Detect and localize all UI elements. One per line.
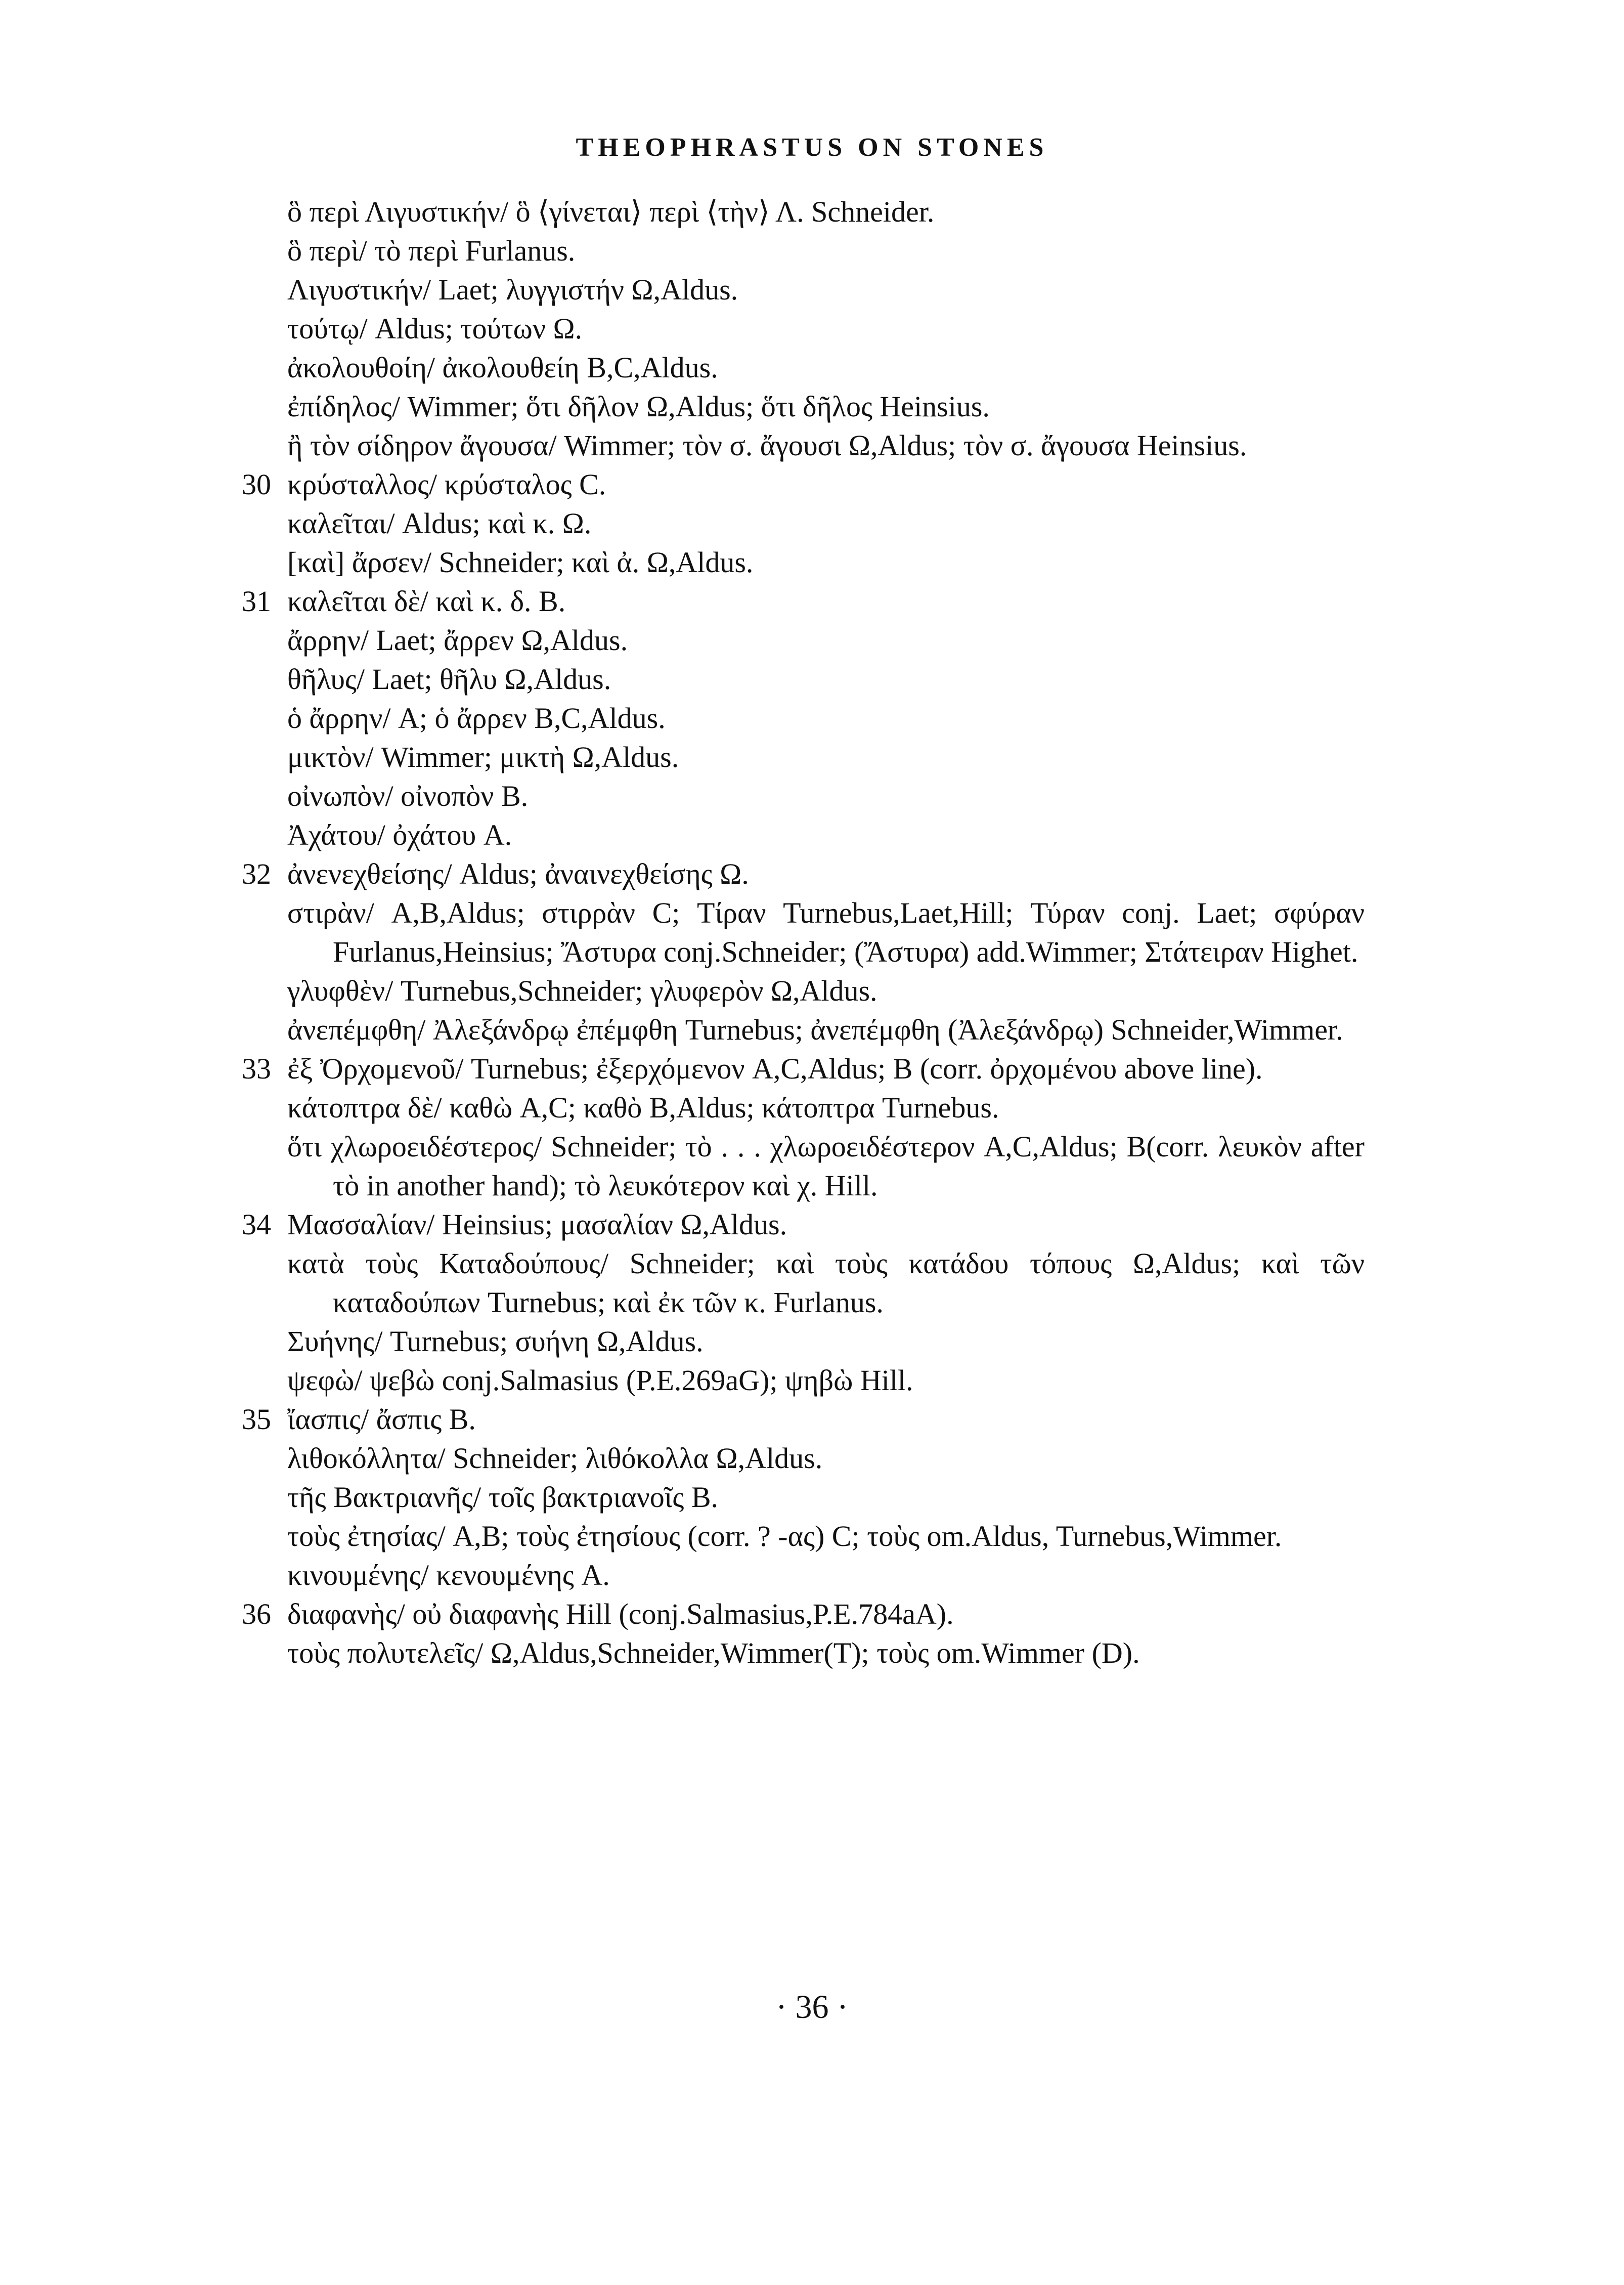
apparatus-note: τούτῳ/ Aldus; τούτων Ω. <box>287 312 583 345</box>
apparatus-note: γλυφθὲν/ Turnebus,Schneider; γλυφερὸν Ω,Aldus. <box>287 974 877 1007</box>
apparatus-entry <box>287 777 1365 815</box>
apparatus-entry <box>242 582 1365 621</box>
apparatus-entry <box>287 1361 1365 1400</box>
apparatus-entry <box>287 893 1365 971</box>
apparatus-entry <box>242 1049 1365 1088</box>
apparatus-note: ἐπίδηλος/ Wimmer; ὅτι δῆλον Ω,Aldus; ὅτι δῆλος Heinsius. <box>287 390 990 423</box>
apparatus-note: ὃ περὶ Λιγυστικήν/ ὃ ⟨γίνεται⟩ περὶ ⟨τὴν⟩ Λ. Schneider. <box>287 195 935 228</box>
apparatus-entry <box>287 1322 1365 1361</box>
apparatus-entry <box>287 348 1365 387</box>
apparatus-note: ἢ τὸν σίδηρον ἄγουσα/ Wimmer; τὸν σ. ἄγουσι Ω,Aldus; τὸν σ. ἄγουσα Heinsius. <box>287 429 1247 462</box>
apparatus-entry <box>287 738 1365 777</box>
apparatus-entry <box>242 854 1365 893</box>
apparatus-note: ψεφὼ/ ψεβὼ conj.Salmasius (P.E.269aG); ψηβὼ Hill. <box>287 1364 913 1397</box>
apparatus-entry <box>287 1439 1365 1478</box>
apparatus-entry <box>287 971 1365 1010</box>
section-number: 32 <box>242 857 271 890</box>
apparatus-note: καλεῖται/ Aldus; καὶ κ. Ω. <box>287 507 592 540</box>
section-number: 30 <box>242 468 271 501</box>
apparatus-note: κάτοπτρα δὲ/ καθὼ A,C; καθὸ B,Aldus; κάτοπτρα Turnebus. <box>287 1091 999 1124</box>
apparatus-note: τῆς Βακτριανῆς/ τοῖς βακτριανοῖς B. <box>287 1481 719 1514</box>
apparatus-note: ἀκολουθοίη/ ἀκολουθείη B,C,Aldus. <box>287 351 718 384</box>
apparatus-entry <box>287 621 1365 660</box>
apparatus-note: Συήνης/ Turnebus; συήνη Ω,Aldus. <box>287 1325 704 1358</box>
apparatus-entry <box>287 1517 1365 1556</box>
apparatus-entry <box>287 387 1365 426</box>
apparatus-entry <box>242 1400 1365 1439</box>
page-number: · 36 · <box>776 1989 848 2025</box>
apparatus-note: τοὺς ἐτησίας/ A,B; τοὺς ἐτησίους (corr. ? -ας) C; τοὺς om.Aldus, Turnebus,Wimmer. <box>287 1520 1282 1553</box>
apparatus-note: ἐξ Ὀρχομενοῦ/ Turnebus; ἐξερχόμενον A,C,Aldus; B (corr. ὀρχομένου above line). <box>287 1052 1263 1085</box>
apparatus-entry <box>242 465 1365 504</box>
apparatus-note: θῆλυς/ Laet; θῆλυ Ω,Aldus. <box>287 663 611 696</box>
apparatus-note: κατὰ τοὺς Καταδούπους/ Schneider; καὶ τοὺς κατάδου τόπους Ω,Aldus; καὶ τῶν καταδούπων Turnebus; καὶ ἐκ τῶν κ. Furlanus. <box>287 1247 1365 1319</box>
apparatus-entry <box>287 1556 1365 1594</box>
apparatus-note: στιρὰν/ A,B,Aldus; στιρρὰν C; Τίραν Turnebus,Laet,Hill; Τύραν conj. Laet; σφύραν Furlanus,Heinsius; Ἄστυρα conj.Schneider; (Ἄστυρα) add.Wimmer; Στάτειραν Highet. <box>287 896 1365 968</box>
section-number: 35 <box>242 1403 271 1436</box>
apparatus-entry <box>287 1478 1365 1517</box>
apparatus-entry <box>287 1127 1365 1205</box>
apparatus-entry <box>287 1010 1365 1049</box>
section-number: 34 <box>242 1208 271 1241</box>
apparatus-note: ὃ περὶ/ τὸ περὶ Furlanus. <box>287 234 576 267</box>
apparatus-entry <box>242 1205 1365 1244</box>
apparatus-note: Λιγυστικήν/ Laet; λυγγιστήν Ω,Aldus. <box>287 273 738 306</box>
apparatus-entry <box>287 309 1365 348</box>
section-number: 33 <box>242 1052 271 1085</box>
apparatus-note: ἀνενεχθείσης/ Aldus; ἀναινεχθείσης Ω. <box>287 857 749 890</box>
apparatus-entry <box>287 543 1365 582</box>
apparatus-note: καλεῖται δὲ/ καὶ κ. δ. B. <box>287 585 566 618</box>
critical-apparatus <box>242 192 1365 1672</box>
apparatus-note: ἴασπις/ ἄσπις B. <box>287 1403 476 1436</box>
apparatus-entry <box>287 231 1365 270</box>
apparatus-entry <box>242 1594 1365 1633</box>
apparatus-note: μικτὸν/ Wimmer; μικτὴ Ω,Aldus. <box>287 741 679 773</box>
apparatus-entry <box>287 1088 1365 1127</box>
apparatus-note: ἀνεπέμφθη/ Ἀλεξάνδρῳ ἐπέμφθη Turnebus; ἀνεπέμφθη (Ἀλεξάνδρῳ) Schneider,Wimmer. <box>287 1013 1343 1046</box>
apparatus-note: διαφανὴς/ οὐ διαφανὴς Hill (conj.Salmasius,P.E.784aA). <box>287 1598 954 1630</box>
apparatus-entry <box>287 699 1365 738</box>
section-number: 31 <box>242 585 271 618</box>
apparatus-note: [καὶ] ἄρσεν/ Schneider; καὶ ἀ. Ω,Aldus. <box>287 546 754 579</box>
apparatus-note: ὅτι χλωροειδέστερος/ Schneider; τὸ . . . χλωροειδέστερον A,C,Aldus; B(corr. λευκὸν after τὸ in another hand); τὸ λευκότερον καὶ χ. Hill. <box>287 1130 1365 1202</box>
apparatus-entry <box>287 504 1365 543</box>
apparatus-note: κινουμένης/ κενουμένης A. <box>287 1559 610 1591</box>
apparatus-entry <box>287 270 1365 309</box>
apparatus-entry <box>287 1244 1365 1322</box>
apparatus-entry <box>287 660 1365 699</box>
apparatus-note: τοὺς πολυτελεῖς/ Ω,Aldus,Schneider,Wimmer(T); τοὺς om.Wimmer (D). <box>287 1636 1140 1669</box>
section-number: 36 <box>242 1598 271 1630</box>
apparatus-entry <box>287 815 1365 854</box>
apparatus-note: Ἀχάτου/ ὀχάτου A. <box>287 818 512 851</box>
apparatus-note: λιθοκόλλητα/ Schneider; λιθόκολλα Ω,Aldus. <box>287 1442 823 1475</box>
apparatus-note: ἄρρην/ Laet; ἄρρεν Ω,Aldus. <box>287 624 628 657</box>
apparatus-note: κρύσταλλος/ κρύσταλος C. <box>287 468 606 501</box>
apparatus-entry <box>287 426 1365 465</box>
apparatus-entry <box>287 192 1365 231</box>
apparatus-note: Μασσαλίαν/ Heinsius; μασαλίαν Ω,Aldus. <box>287 1208 787 1241</box>
apparatus-note: οἰνωπὸν/ οἰνοπὸν B. <box>287 780 529 812</box>
apparatus-entry <box>287 1633 1365 1672</box>
apparatus-note: ὁ ἄρρην/ A; ὁ ἄρρεν B,C,Aldus. <box>287 702 666 735</box>
running-head: THEOPHRASTUS ON STONES <box>576 133 1048 162</box>
